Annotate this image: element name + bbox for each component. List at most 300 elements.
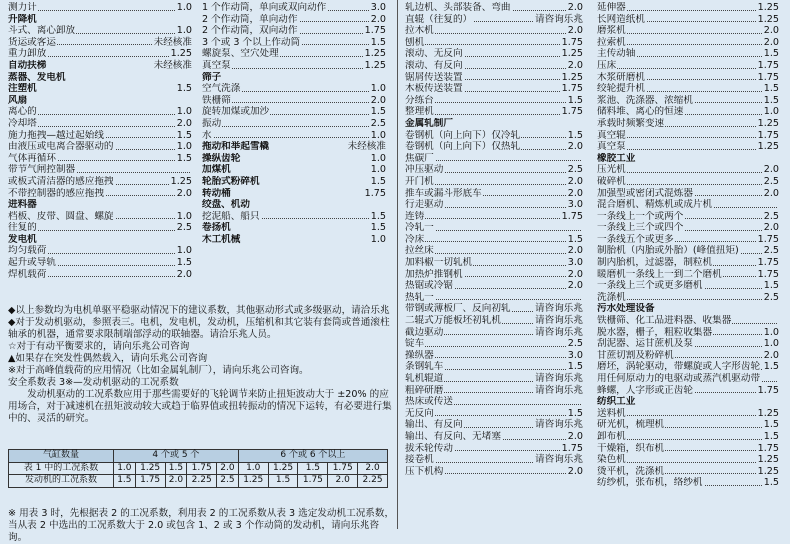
item-factor: 1.0 [176,2,192,13]
list-item [405,60,583,72]
list-item [202,211,386,223]
item-factor: 2.0 [567,59,583,71]
engine-factor-note: 发动机驱动的工况系数应用于那些需要好的飞轮调节来防止扭矩波动大于 ±20% 的应用场合，对于减速机在扭矩波动较大或趋于临界值或扭转振动的情况下运转，有必要进行集中的、灵活的研究。 [8,389,392,424]
item-label: 条钢轧车 [405,361,444,373]
item-factor: 请咨询乐兆 [535,303,583,315]
item-label: 筛子 [202,71,222,83]
item-label: 推车或漏斗形底车 [405,187,482,199]
item-label: 不带控制器的感应拖拽 [8,187,104,199]
item-factor: 1.0 [370,164,386,176]
list-item [202,14,386,26]
item-factor: 1.0 [176,210,192,222]
item-label: 暖磨机一条线上一到二个磨机 [597,268,722,280]
item-factor: 请咨询乐兆 [535,419,583,431]
list-item [405,303,583,315]
list-item [405,141,583,153]
item-factor: 1.75 [561,83,583,95]
table-cell: 1.75 [328,462,358,475]
table-3-title: 安全系数表 3※—发动机驱动的工况系数 [8,377,179,388]
section-heading [597,396,779,408]
list-item [597,257,779,269]
item-factor: 1.0 [763,326,779,338]
item-label: 脱水器，栅子，粗粒收集器 [597,326,713,338]
item-label: 1 个作动筒，单向或双向动作 [202,2,327,13]
item-label: 输出、有反向 [405,419,463,431]
item-label: 滚动、有反向 [405,59,463,71]
section-heading [202,199,386,211]
table-row [9,475,388,488]
table-cell: 1.5 [268,475,298,488]
item-label: 磨坯，涡轮驱动，带螺旋或人字形齿轮 [597,361,761,373]
list-item [8,141,192,153]
item-label: 加煤机 [202,164,231,176]
item-label: 轮胎式粉碎机 [202,175,260,187]
section-heading [8,199,192,211]
list-item [405,292,583,304]
item-factor: 1.5 [763,419,779,431]
note-2: ◆对于发动机驱动，参照表三。电机，发电机，发动机，压缩机和其它装有套筒或普通滚柱轴承的机器，通常要求限制端部浮动的联轴器。请洽乐兆人员。 [8,317,390,340]
item-factor: 2.0 [567,141,583,153]
item-label: 风扇 [8,94,28,106]
item-factor: 2.0 [567,465,583,477]
item-label: 橡胶工业 [597,152,636,164]
section-heading [202,176,386,188]
list-item [8,25,192,37]
note-5: ※对于高峰值载荷的应用情况（比如金属轧制厂），请向乐兆公司咨询。 [8,365,309,376]
table-cell: 2.0 [358,462,388,475]
item-label: 旋转加煤或加沙 [202,106,270,118]
item-factor: 1.75 [757,442,779,454]
item-factor: 1.75 [561,106,583,118]
list-item [8,222,192,234]
item-factor: 未经核准 [153,36,192,48]
item-label: 绞轮提升机 [597,83,645,95]
item-factor: 2.5 [763,245,779,257]
table-cell: 1.75 [187,462,217,475]
item-label: 热轧一 [405,291,434,303]
list-item [202,83,386,95]
item-label: 承载时频繁变速 [597,117,665,129]
item-factor: 1.5 [567,129,583,141]
section-heading [202,141,386,153]
column-1 [8,2,192,280]
item-label: 压下机构 [405,465,444,477]
item-label: 铁栅筛、化工品进料器、收集器 [597,315,732,327]
list-item [597,118,779,130]
item-label: 带节气闸控制器 [8,164,76,176]
item-label: 刮泥器、运甘蔗机及泵 [597,338,693,350]
item-factor: 1.5 [370,36,386,48]
item-label: 冷床 [405,233,425,245]
item-label: 卸布机 [597,430,626,442]
list-item [597,269,779,281]
item-factor: 2.0 [567,245,583,257]
list-item [597,338,779,350]
item-factor: 请咨询乐兆 [535,384,583,396]
item-label: 升降机 [8,13,37,25]
item-label: 冲压驱动 [405,164,444,176]
item-label: 挖泥船、船只 [202,210,260,222]
list-item [597,95,779,107]
item-label: 冷轧一 [405,222,434,234]
item-label: 延伸器 [597,2,626,13]
item-label: 斗式、离心卸放 [8,25,76,37]
list-item [405,199,583,211]
list-item [405,431,583,443]
list-item [8,106,192,118]
note-4: ▲如果存在突发性偶然载入，请向乐兆公司咨询 [8,353,208,364]
list-item [8,211,192,223]
list-item [597,176,779,188]
list-item [8,130,192,142]
item-label: 卷钢机（向上向下）仅热轧 [405,141,521,153]
item-factor: 1.0 [176,25,192,37]
item-label: 研光机，梳理机 [597,419,665,431]
item-factor: 1.0 [763,338,779,350]
list-item [405,373,583,385]
list-item [597,408,779,420]
item-factor: 1.5 [763,477,779,489]
item-label: 制胎机（内胎或外胎）(峰值扭矩) [597,245,739,257]
item-factor: 未经核准 [347,141,386,153]
item-factor: 1.5 [763,361,779,373]
list-item [405,408,583,420]
item-label: 真空辊 [597,129,626,141]
column-3 [405,2,583,477]
list-item [202,60,386,72]
list-item [405,222,583,234]
item-factor: 3.0 [567,199,583,211]
item-factor: 1.5 [370,222,386,234]
item-factor: 1.5 [370,175,386,187]
item-label: 热床或传送 [405,396,453,408]
item-factor: 1.75 [757,71,779,83]
item-factor: 3.0 [567,257,583,269]
list-item [405,385,583,397]
list-item [8,188,192,200]
item-label: 纺纱机，张布机，络纱机 [597,477,703,489]
list-item [597,443,779,455]
table-cell: 1.5 [298,462,328,475]
list-item [202,2,386,14]
item-label: 热锯或冷锯 [405,280,453,292]
item-label: 截边驱动 [405,326,444,338]
item-label: 档板、皮带、圆盘、螺旋 [8,210,114,222]
table-header-cell: 4 个或 5 个 [114,450,239,463]
item-label: 施力拖拽—越过起始线 [8,129,104,141]
table-footnote: ※ 用表 3 时，先根据表 2 的工况系数，利用表 2 的工况系数从表 3 选定发动机工况系数，当从表 2 中选出的工况系数大于 2.0 或包含 1、2 或 3 个作动筒的发动机，请向乐兆咨询。 [8,507,395,543]
item-label: 转动桶 [202,187,231,199]
list-item [597,141,779,153]
item-factor: 请咨询乐兆 [535,454,583,466]
item-factor: 2.0 [567,175,583,187]
item-label: 焊机载荷 [8,268,47,280]
list-item [597,48,779,60]
list-item [597,373,779,385]
item-label: 锭车 [405,338,425,350]
section-heading [8,60,192,72]
item-factor: 1.25 [757,141,779,153]
list-item [8,257,192,269]
item-factor: 1.25 [170,175,192,187]
list-item [405,280,583,292]
item-label: 破碎机 [597,175,626,187]
list-item [8,245,192,257]
list-item [202,130,386,142]
item-factor: 未经核准 [153,59,192,71]
item-factor: 1.5 [763,83,779,95]
item-label: 一条线上三个或四个 [597,222,684,234]
item-label: 绞盘、机动 [202,199,250,211]
list-item [405,95,583,107]
item-label: 带钢或薄板厂、反向初轧 [405,303,511,315]
item-factor: 2.0 [763,164,779,176]
item-label: 粗碎研磨 [405,384,444,396]
list-item [202,118,386,130]
item-label: 无反向 [405,407,434,419]
list-item [597,188,779,200]
list-item [202,106,386,118]
item-label: 螺旋泵、空穴处理 [202,48,279,60]
item-label: 拔禾轮传动 [405,442,453,454]
item-factor: 1.25 [757,407,779,419]
list-item [597,431,779,443]
list-item [8,118,192,130]
item-label: 轧机辊道 [405,373,444,384]
list-item [405,396,583,408]
item-factor: 1.25 [364,59,386,71]
item-factor: 1.25 [561,71,583,83]
item-factor: 2.0 [370,13,386,25]
column-divider [397,0,398,529]
item-label: 操纵器 [405,349,434,361]
list-item [597,72,779,84]
item-factor: 2.0 [176,187,192,199]
item-label: 冷却塔 [8,117,37,129]
list-item [405,245,583,257]
item-label: 真空泵 [202,59,231,71]
list-item [405,2,583,14]
item-factor: 1.25 [170,48,192,60]
item-factor: 请咨询乐兆 [535,373,583,384]
item-label: 一条线上三个或更多磨机 [597,280,703,292]
item-label: 纺织工业 [597,396,636,408]
item-factor: 2.0 [567,25,583,37]
item-label: 自动扶梯 [8,59,47,71]
item-factor: 1.5 [370,106,386,118]
item-factor: 1.25 [757,13,779,25]
item-factor: 1.5 [763,48,779,60]
list-item [597,37,779,49]
item-factor: 1.5 [176,83,192,95]
list-item [405,257,583,269]
section-heading [8,95,192,107]
list-item [597,164,779,176]
section-heading [8,83,192,95]
list-item [597,199,779,211]
item-factor: 1.0 [176,106,192,118]
list-item [405,269,583,281]
item-factor: 1.0 [370,152,386,164]
item-label: 接卷机 [405,454,434,466]
item-factor: 2.5 [763,291,779,303]
table-cell: 2.0 [328,475,358,488]
item-factor: 1.75 [364,25,386,37]
item-factor: 1.0 [370,129,386,141]
list-item [405,211,583,223]
section-heading [202,234,386,246]
list-item [405,234,583,246]
item-factor: 1.5 [567,94,583,106]
list-item [597,130,779,142]
item-factor: 1.5 [370,210,386,222]
item-label: 真空泵 [597,141,626,153]
list-item [405,443,583,455]
list-item [405,83,583,95]
item-factor: 1.5 [567,361,583,373]
item-factor: 2.0 [176,268,192,280]
list-item [405,338,583,350]
item-factor: 2.5 [567,338,583,350]
item-label: 开门机 [405,175,434,187]
list-item [405,48,583,60]
list-item [597,83,779,95]
item-label: 往复的 [8,222,37,234]
item-factor: 1.75 [561,210,583,222]
engine-factor-table [8,449,388,488]
list-item [597,454,779,466]
item-factor: 1.75 [757,268,779,280]
table-cell: 1.25 [268,462,298,475]
section-heading [202,72,386,84]
list-item [405,130,583,142]
item-factor: 2.0 [763,36,779,48]
list-item [597,234,779,246]
table-header-row [9,450,388,463]
item-label: 主传动轴 [597,48,636,60]
item-factor: 请咨询乐兆 [535,13,583,25]
column-4 [597,2,779,489]
item-label: 木板传送装置 [405,83,463,95]
item-label: 由液压或电离合器驱动的 [8,141,114,153]
item-factor: 1.25 [757,117,779,129]
item-label: 空气洗涤 [202,83,241,95]
item-label: 刨机 [405,36,425,48]
item-label: 拖动和举起雪橇 [202,141,270,153]
item-label: 滚动、无反向 [405,48,463,60]
item-label: 起升或导轨 [8,257,56,269]
list-item [597,106,779,118]
item-label: 发电机 [8,233,37,245]
item-factor: 1.0 [763,106,779,118]
list-item [597,14,779,26]
list-item [597,477,779,489]
item-factor: 请咨询乐兆 [535,326,583,338]
item-label: 蒸器、发电机 [8,71,66,83]
item-label: 长网造纸机 [597,13,645,25]
item-factor: 1.75 [364,187,386,199]
section-heading [405,118,583,130]
list-item [202,25,386,37]
list-item [405,176,583,188]
item-label: 二辊式万能板坯初轧机 [405,315,501,327]
list-item [405,315,583,327]
item-factor: 3.0 [370,2,386,13]
item-factor: 1.75 [757,59,779,71]
item-label: 输出、有反向、无堵塞 [405,430,501,442]
item-factor: 1.5 [763,94,779,106]
item-factor: 1.25 [364,48,386,60]
list-item [405,361,583,373]
item-label: 金属轧制厂 [405,117,453,129]
table-cell: 1.25 [238,475,268,488]
list-item [597,327,779,339]
table-header-cell: 气缸数量 [9,450,114,463]
item-label: 蜂螺，人字形或正齿轮 [597,384,693,396]
item-label: 烫平机，洗涤机 [597,465,665,477]
table-header-cell: 6 个或 6 个以上 [238,450,387,463]
item-label: 木浆研磨机 [597,71,645,83]
item-label: 直辊（往复的） [405,13,473,25]
note-3: ☆对于有动平衡要求的，请向乐兆公司咨询 [8,341,190,352]
list-item [405,25,583,37]
item-label: 卷钢机（向上向下）仅冷轧 [405,129,521,141]
list-item [8,2,192,14]
list-item [8,37,192,49]
list-item [405,37,583,49]
item-factor: 2.0 [763,349,779,361]
item-label: 货运或客运 [8,36,56,48]
item-label: 加热炉推钢机 [405,268,463,280]
list-item [405,350,583,362]
item-label: 混合磨机、精炼机或成片机 [597,199,713,211]
item-label: 轧边机、头部装备、弯曲 [405,2,511,13]
item-label: 重力卸放 [8,48,47,60]
item-factor: 2.0 [567,280,583,292]
item-label: 分练台 [405,94,434,106]
item-factor: 1.25 [757,465,779,477]
list-item [597,222,779,234]
note-1: ◆以上参数均为电机单驱平稳驱动情况下的建议系数，其他驱动形式或多级驱动，请洽乐兆 [8,305,390,316]
table-cell: 1.75 [135,475,165,488]
item-factor: 2.0 [763,25,779,37]
section-heading [8,234,192,246]
item-label: 卷扬机 [202,222,231,234]
list-item [597,419,779,431]
list-item [597,350,779,362]
list-item [8,48,192,60]
item-factor: 1.75 [561,36,583,48]
table-cell: 2.25 [358,475,388,488]
table-cell: 2.0 [217,462,239,475]
item-factor: 2.5 [763,210,779,222]
list-item [405,454,583,466]
list-item [597,211,779,223]
list-item [405,466,583,478]
item-label: 洗涤机 [597,291,626,303]
item-label: 操纵齿轮 [202,152,241,164]
table-row [9,462,388,475]
item-label: 3 个或 3 个以上作动筒 [202,36,301,48]
list-item [8,153,192,165]
item-factor: 2.0 [176,117,192,129]
item-label: 甘蔗切割及粉碎机 [597,349,674,361]
item-label: 整理机 [405,106,434,118]
list-item [8,269,192,281]
item-label: 测力计 [8,2,37,13]
item-factor: 1.5 [176,152,192,164]
item-factor: 1.5 [176,129,192,141]
